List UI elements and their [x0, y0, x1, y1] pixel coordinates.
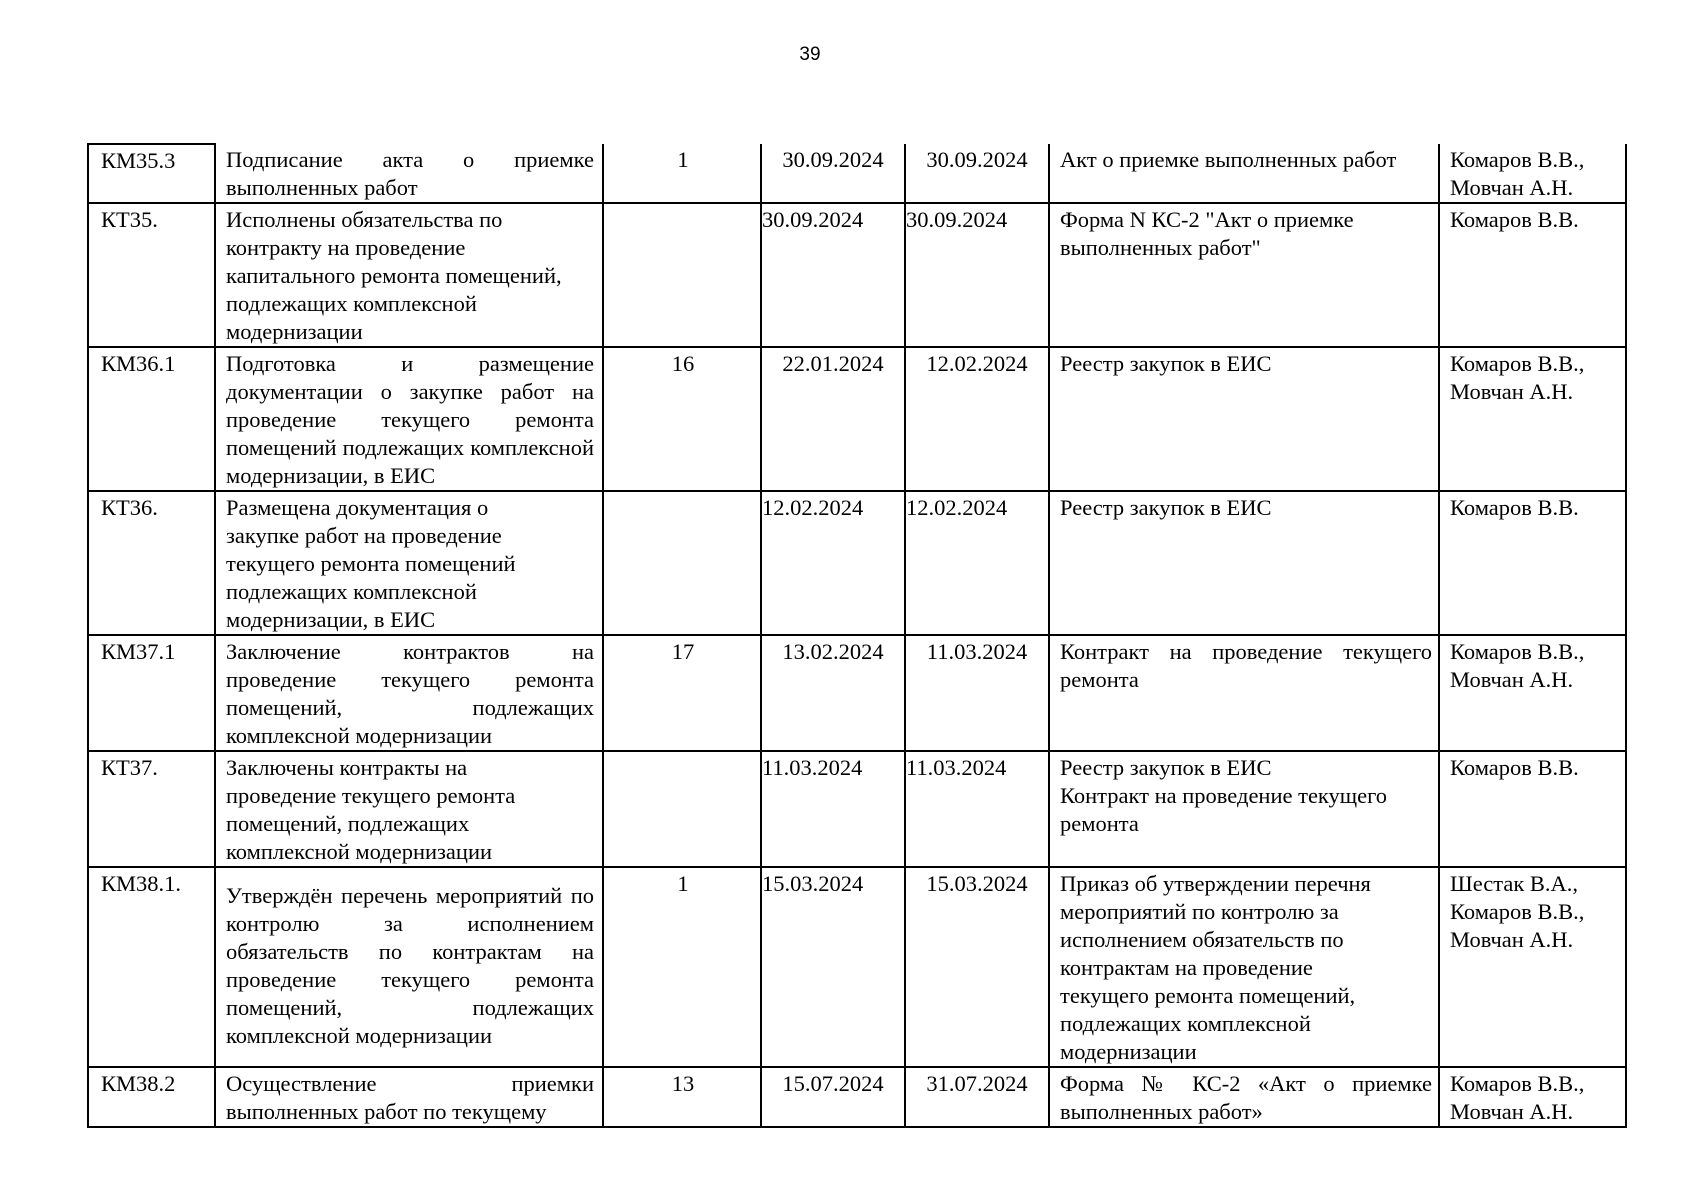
- table-row: [88, 1067, 1626, 1127]
- row-document: Акт о приемке выполненных работ: [1049, 144, 1439, 203]
- row-name: Утверждён перечень мероприятий по контролю за исполнением обязательств по контрактам на проведение текущего ремонта помещений, подлежащих комплексной модернизации: [215, 867, 603, 1067]
- row-code: КТ35.: [88, 203, 215, 347]
- row-responsible: Комаров В.В., Мовчан А.Н.: [1439, 347, 1626, 491]
- row-code: КТ36.: [88, 491, 215, 635]
- row-responsible: Комаров В.В.: [1439, 751, 1626, 867]
- row-end-date: 31.07.2024: [905, 1067, 1049, 1127]
- row-responsible: Комаров В.В., Мовчан А.Н.: [1439, 144, 1626, 203]
- row-document: Форма № КС-2 «Акт о приемке выполненных работ»: [1049, 1067, 1439, 1127]
- table-row: [88, 751, 1626, 867]
- table-row: [88, 347, 1626, 491]
- row-start-date: 30.09.2024: [761, 144, 905, 203]
- row-responsible: Комаров В.В., Мовчан А.Н.: [1439, 635, 1626, 751]
- row-end-date: 30.09.2024: [905, 144, 1049, 203]
- table-row: [88, 144, 1626, 203]
- row-start-date: 30.09.2024: [761, 203, 905, 347]
- row-responsible: Комаров В.В., Мовчан А.Н.: [1439, 1067, 1626, 1127]
- row-duration: 13: [603, 1067, 761, 1127]
- row-end-date: 12.02.2024: [905, 491, 1049, 635]
- row-responsible: Шестак В.А., Комаров В.В., Мовчан А.Н.: [1439, 867, 1626, 1067]
- row-code: КТ37.: [88, 751, 215, 867]
- row-duration: [603, 203, 761, 347]
- row-code: КМ38.1.: [88, 867, 215, 1067]
- row-duration: 1: [603, 144, 761, 203]
- row-document: Контракт на проведение текущего ремонта: [1049, 635, 1439, 751]
- row-duration: 1: [603, 867, 761, 1067]
- row-code: КМ38.2: [88, 1067, 215, 1127]
- row-duration: [603, 751, 761, 867]
- row-name: Подписание акта о приемке выполненных работ: [215, 144, 603, 203]
- row-name: Исполнены обязательства по контракту на проведение капитального ремонта помещений, подлежащих комплексной модернизации: [215, 203, 603, 347]
- row-start-date: 11.03.2024: [761, 751, 905, 867]
- row-end-date: 15.03.2024: [905, 867, 1049, 1067]
- row-name: Заключены контракты на проведение текущего ремонта помещений, подлежащих комплексной модернизации: [215, 751, 603, 867]
- row-start-date: 15.07.2024: [761, 1067, 905, 1127]
- row-code: КМ35.3: [88, 144, 215, 203]
- row-responsible: Комаров В.В.: [1439, 491, 1626, 635]
- row-duration: [603, 491, 761, 635]
- row-name: Осуществление приемки выполненных работ по текущему: [215, 1067, 603, 1127]
- table-row: [88, 203, 1626, 347]
- row-document: Реестр закупок в ЕИС: [1049, 347, 1439, 491]
- row-responsible: Комаров В.В.: [1439, 203, 1626, 347]
- row-document: Приказ об утверждении перечня мероприятий по контролю за исполнением обязательств по контрактам на проведение текущего ремонта помещений, подлежащих комплексной модернизации: [1049, 867, 1439, 1067]
- table-row: [88, 491, 1626, 635]
- row-end-date: 11.03.2024: [905, 635, 1049, 751]
- row-start-date: 12.02.2024: [761, 491, 905, 635]
- row-name: Подготовка и размещение документации о закупке работ на проведение текущего ремонта помещений подлежащих комплексной модернизации, в ЕИС: [215, 347, 603, 491]
- row-document: Форма N КС-2 "Акт о приемке выполненных работ": [1049, 203, 1439, 347]
- row-document: Реестр закупок в ЕИС: [1049, 491, 1439, 635]
- row-duration: 16: [603, 347, 761, 491]
- row-start-date: 13.02.2024: [761, 635, 905, 751]
- row-name: Размещена документация о закупке работ на проведение текущего ремонта помещений подлежащих комплексной модернизации, в ЕИС: [215, 491, 603, 635]
- page-number: 39: [799, 44, 821, 65]
- row-start-date: 22.01.2024: [761, 347, 905, 491]
- row-document: Реестр закупок в ЕИС Контракт на проведение текущего ремонта: [1049, 751, 1439, 867]
- row-end-date: 11.03.2024: [905, 751, 1049, 867]
- row-code: КМ37.1: [88, 635, 215, 751]
- table-row: [88, 635, 1626, 751]
- row-end-date: 12.02.2024: [905, 347, 1049, 491]
- row-start-date: 15.03.2024: [761, 867, 905, 1067]
- schedule-table: [87, 143, 1627, 1128]
- row-code: КМ36.1: [88, 347, 215, 491]
- table-row: [88, 867, 1626, 1067]
- row-end-date: 30.09.2024: [905, 203, 1049, 347]
- row-duration: 17: [603, 635, 761, 751]
- row-name: Заключение контрактов на проведение текущего ремонта помещений, подлежащих комплексной модернизации: [215, 635, 603, 751]
